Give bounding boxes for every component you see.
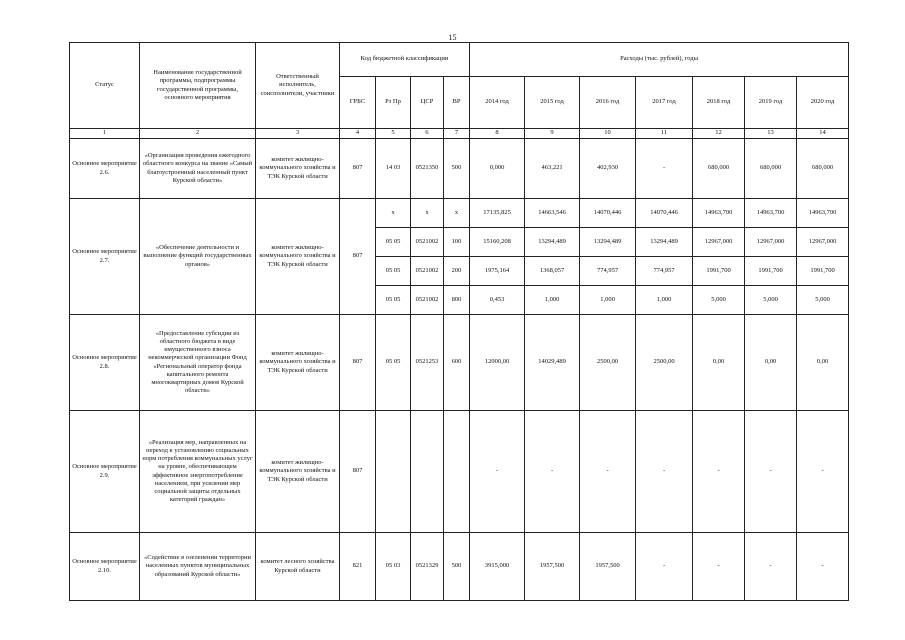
responsible-cell: комитет жилищно-коммунального хозяйства и ТЭК Курской области bbox=[256, 139, 340, 199]
header-status: Статус bbox=[70, 43, 140, 129]
budget-table bbox=[69, 42, 849, 601]
column-number: 14 bbox=[797, 129, 849, 139]
expense-cell: 1,000 bbox=[525, 286, 580, 315]
status-cell: Основное мероприятие 2.9. bbox=[70, 411, 140, 533]
vr-cell: 100 bbox=[444, 228, 470, 257]
expense-cell: - bbox=[636, 411, 693, 533]
status-cell: Основное мероприятие 2.7. bbox=[70, 199, 140, 315]
grbs-cell: 807 bbox=[340, 139, 376, 199]
expense-cell: 774,957 bbox=[580, 257, 636, 286]
column-number: 12 bbox=[693, 129, 745, 139]
header-responsible: Ответственный исполнитель, соисполнители, участники bbox=[256, 43, 340, 129]
expense-cell: 14963,700 bbox=[693, 199, 745, 228]
expense-cell: 680,000 bbox=[745, 139, 797, 199]
column-number: 3 bbox=[256, 129, 340, 139]
column-number: 8 bbox=[470, 129, 525, 139]
header-name: Наименование государственной программы, подпрограммы государственной программы, основного мероприятия bbox=[140, 43, 256, 129]
vr-cell: 500 bbox=[444, 533, 470, 601]
csr-cell: х bbox=[411, 199, 444, 228]
expense-cell: 0,00 bbox=[693, 315, 745, 411]
column-number-row bbox=[70, 129, 849, 139]
column-number: 13 bbox=[745, 129, 797, 139]
column-number: 7 bbox=[444, 129, 470, 139]
header-year: 2019 год bbox=[745, 77, 797, 129]
expense-cell: 402,930 bbox=[580, 139, 636, 199]
column-number: 1 bbox=[70, 129, 140, 139]
header-year: 2017 год bbox=[636, 77, 693, 129]
column-number: 10 bbox=[580, 129, 636, 139]
column-number: 11 bbox=[636, 129, 693, 139]
expense-cell: 2500,00 bbox=[636, 315, 693, 411]
expense-cell: 1991,700 bbox=[745, 257, 797, 286]
expense-cell: 12967,000 bbox=[745, 228, 797, 257]
table-row bbox=[70, 315, 849, 411]
header-budget-code: Код бюджетной классификации bbox=[340, 43, 470, 77]
rzpr-cell: х bbox=[376, 199, 411, 228]
expense-cell: - bbox=[797, 411, 849, 533]
rzpr-cell: 05 03 bbox=[376, 533, 411, 601]
expense-cell: 2500,00 bbox=[580, 315, 636, 411]
grbs-cell: 807 bbox=[340, 315, 376, 411]
csr-cell bbox=[411, 411, 444, 533]
expense-cell: 1,000 bbox=[580, 286, 636, 315]
expense-cell: 14963,700 bbox=[745, 199, 797, 228]
expense-cell: - bbox=[797, 533, 849, 601]
expense-cell: 1991,700 bbox=[797, 257, 849, 286]
expense-cell: 0,453 bbox=[470, 286, 525, 315]
rzpr-cell: 05 05 bbox=[376, 257, 411, 286]
expense-cell: 680,000 bbox=[797, 139, 849, 199]
header-year: 2020 год bbox=[797, 77, 849, 129]
expense-cell: 13294,489 bbox=[580, 228, 636, 257]
csr-cell: 0521002 bbox=[411, 257, 444, 286]
expense-cell: - bbox=[693, 533, 745, 601]
expense-cell: 1,000 bbox=[636, 286, 693, 315]
expense-cell: 5,000 bbox=[745, 286, 797, 315]
rzpr-cell bbox=[376, 411, 411, 533]
column-number: 5 bbox=[376, 129, 411, 139]
table-row bbox=[70, 411, 849, 533]
expense-cell: 14070,446 bbox=[636, 199, 693, 228]
column-number: 4 bbox=[340, 129, 376, 139]
header-csr: ЦСР bbox=[411, 77, 444, 129]
vr-cell bbox=[444, 411, 470, 533]
status-cell: Основное мероприятие 2.6. bbox=[70, 139, 140, 199]
grbs-cell: 821 bbox=[340, 533, 376, 601]
vr-cell: 800 bbox=[444, 286, 470, 315]
expense-cell: 0,000 bbox=[470, 139, 525, 199]
expense-cell: 15160,208 bbox=[470, 228, 525, 257]
responsible-cell: комитет жилищно-коммунального хозяйства и ТЭК Курской области bbox=[256, 411, 340, 533]
expense-cell: - bbox=[636, 139, 693, 199]
expense-cell: 1991,700 bbox=[693, 257, 745, 286]
expense-cell: 13294,489 bbox=[525, 228, 580, 257]
vr-cell: 600 bbox=[444, 315, 470, 411]
status-cell: Основное мероприятие 2.8. bbox=[70, 315, 140, 411]
expense-cell: 12967,000 bbox=[797, 228, 849, 257]
expense-cell: 14963,700 bbox=[797, 199, 849, 228]
expense-cell: 13294,489 bbox=[636, 228, 693, 257]
expense-cell: - bbox=[525, 411, 580, 533]
table-row bbox=[70, 199, 849, 228]
expense-cell: 12967,000 bbox=[693, 228, 745, 257]
header-year: 2018 год bbox=[693, 77, 745, 129]
expense-cell: 12000,00 bbox=[470, 315, 525, 411]
expense-cell: 774,957 bbox=[636, 257, 693, 286]
expense-cell: - bbox=[745, 411, 797, 533]
header-vr: ВР bbox=[444, 77, 470, 129]
header-year: 2015 год bbox=[525, 77, 580, 129]
header-rzpr: Рз Пр bbox=[376, 77, 411, 129]
expense-cell: - bbox=[580, 411, 636, 533]
header-year: 2016 год bbox=[580, 77, 636, 129]
expense-cell: 1957,500 bbox=[580, 533, 636, 601]
page-number: 15 bbox=[448, 33, 457, 42]
expense-cell: 3915,000 bbox=[470, 533, 525, 601]
rzpr-cell: 05 05 bbox=[376, 228, 411, 257]
expense-cell: - bbox=[636, 533, 693, 601]
expense-cell: 14663,546 bbox=[525, 199, 580, 228]
header-year: 2014 год bbox=[470, 77, 525, 129]
status-cell: Основное мероприятие 2.10. bbox=[70, 533, 140, 601]
header-expenses: Расходы (тыс. рублей), годы bbox=[470, 43, 849, 77]
expense-cell: 14029,489 bbox=[525, 315, 580, 411]
vr-cell: 500 bbox=[444, 139, 470, 199]
expense-cell: 1368,057 bbox=[525, 257, 580, 286]
column-number: 9 bbox=[525, 129, 580, 139]
expense-cell: 463,221 bbox=[525, 139, 580, 199]
expense-cell: 1957,500 bbox=[525, 533, 580, 601]
rzpr-cell: 05 05 bbox=[376, 286, 411, 315]
event-name-cell: «Реализация мер, направленных на переход к установлению социальных норм потребления коммунальных услуг на уровне, обеспечивающем эффективное энергопотребление населением, при усилении мер социальной защиты отдельных категорий граждан» bbox=[140, 411, 256, 533]
header-grbs: ГРБС bbox=[340, 77, 376, 129]
expense-cell: 14070,446 bbox=[580, 199, 636, 228]
expense-cell: 17135,825 bbox=[470, 199, 525, 228]
column-number: 6 bbox=[411, 129, 444, 139]
expense-cell: 680,000 bbox=[693, 139, 745, 199]
rzpr-cell: 14 03 bbox=[376, 139, 411, 199]
grbs-cell: 807 bbox=[340, 411, 376, 533]
responsible-cell: комитет жилищно-коммунального хозяйства и ТЭК Курской области bbox=[256, 315, 340, 411]
vr-cell: х bbox=[444, 199, 470, 228]
vr-cell: 200 bbox=[444, 257, 470, 286]
expense-cell: - bbox=[745, 533, 797, 601]
event-name-cell: «Организация проведения ежегодного областного конкурса на звание «Самый благоустроенный населенный пункт Курской области» bbox=[140, 139, 256, 199]
expense-cell: 0,00 bbox=[797, 315, 849, 411]
responsible-cell: комитет жилищно-коммунального хозяйства и ТЭК Курской области bbox=[256, 199, 340, 315]
grbs-cell: 807 bbox=[340, 199, 376, 315]
csr-cell: 0521253 bbox=[411, 315, 444, 411]
csr-cell: 0521002 bbox=[411, 286, 444, 315]
table-row bbox=[70, 139, 849, 199]
expense-cell: 5,000 bbox=[693, 286, 745, 315]
expense-cell: 1975,164 bbox=[470, 257, 525, 286]
event-name-cell: «Предоставление субсидии из областного бюджета в виде имущественного взноса некоммерческой организации Фонд «Региональный оператор фонда капитального ремонта многоквартирных домов Курской области» bbox=[140, 315, 256, 411]
csr-cell: 0521350 bbox=[411, 139, 444, 199]
csr-cell: 0521002 bbox=[411, 228, 444, 257]
expense-cell: 5,000 bbox=[797, 286, 849, 315]
responsible-cell: комитет лесного хозяйства Курской области bbox=[256, 533, 340, 601]
table-row bbox=[70, 533, 849, 601]
expense-cell: 0,00 bbox=[745, 315, 797, 411]
event-name-cell: «Обеспечение деятельности и выполнение функций государственных органов» bbox=[140, 199, 256, 315]
rzpr-cell: 05 05 bbox=[376, 315, 411, 411]
column-number: 2 bbox=[140, 129, 256, 139]
csr-cell: 0521329 bbox=[411, 533, 444, 601]
expense-cell: - bbox=[693, 411, 745, 533]
header-row-1 bbox=[70, 43, 849, 77]
expense-cell: - bbox=[470, 411, 525, 533]
event-name-cell: «Содействие в озеленении территории населенных пунктов муниципальных образований Курской области» bbox=[140, 533, 256, 601]
